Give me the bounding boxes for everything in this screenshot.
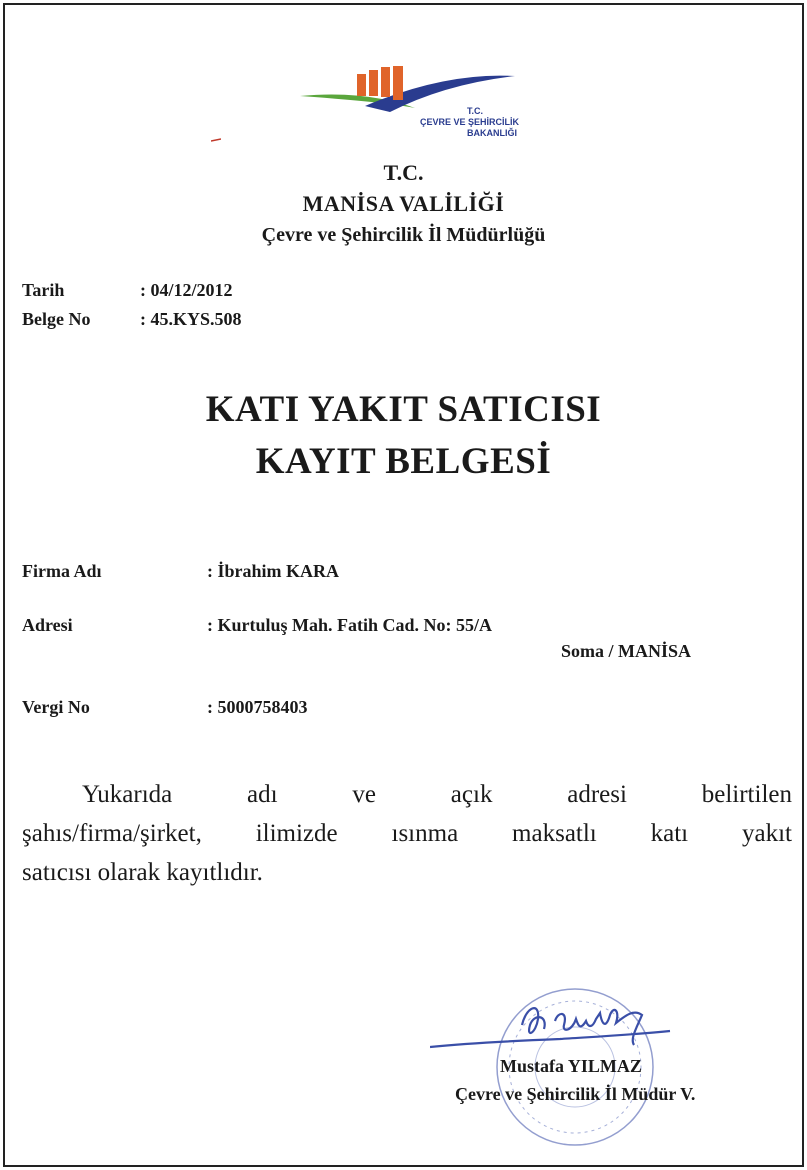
doc-number-value: : 45.KYS.508 [140,309,242,329]
tax-row [22,697,308,718]
body-line-3: satıcısı olarak kayıtlıdır. [22,859,263,886]
address-value: : Kurtuluş Mah. Fatih Cad. No: 55/A [207,615,493,635]
header-governorship: MANİSA VALİLİĞİ [302,191,505,216]
doc-number-row [22,309,242,330]
date-label: Tarih [22,280,65,300]
company-value: : İbrahim KARA [207,561,340,581]
ink-mark-icon [211,138,221,142]
doc-number-label: Belge No [22,309,91,329]
document-title-line-1: KATI YAKIT SATICISI [205,389,602,430]
body-line-2: şahıs/firma/şirket, ilimizde ısınma maksatlı katı yakıt [22,820,792,847]
logo-line-1: T.C. [467,106,484,116]
address-value-line-2: Soma / MANİSA [561,641,692,661]
date-value: : 04/12/2012 [140,280,233,300]
logo-line-2: ÇEVRE VE ŞEHİRCİLİK [420,117,520,127]
date-row [22,280,233,301]
address-label: Adresi [22,615,73,635]
address-row [22,615,492,636]
tax-label: Vergi No [22,697,90,717]
header-tc: T.C. [383,160,424,185]
signatory-title: Çevre ve Şehircilik İl Müdür V. [455,1084,696,1104]
logo-line-3: BAKANLIĞI [467,128,518,138]
handwritten-signature-icon [430,1008,670,1047]
document-title-line-2: KAYIT BELGESİ [255,441,552,482]
company-label: Firma Adı [22,561,102,581]
signatory-name: Mustafa YILMAZ [500,1056,642,1076]
logo-text [420,106,519,139]
tax-value: : 5000758403 [207,697,308,717]
body-line-1: Yukarıda adı ve açık adresi belirtilen [82,781,792,808]
company-row [22,561,339,582]
header-directorate: Çevre ve Şehircilik İl Müdürlüğü [261,224,546,246]
